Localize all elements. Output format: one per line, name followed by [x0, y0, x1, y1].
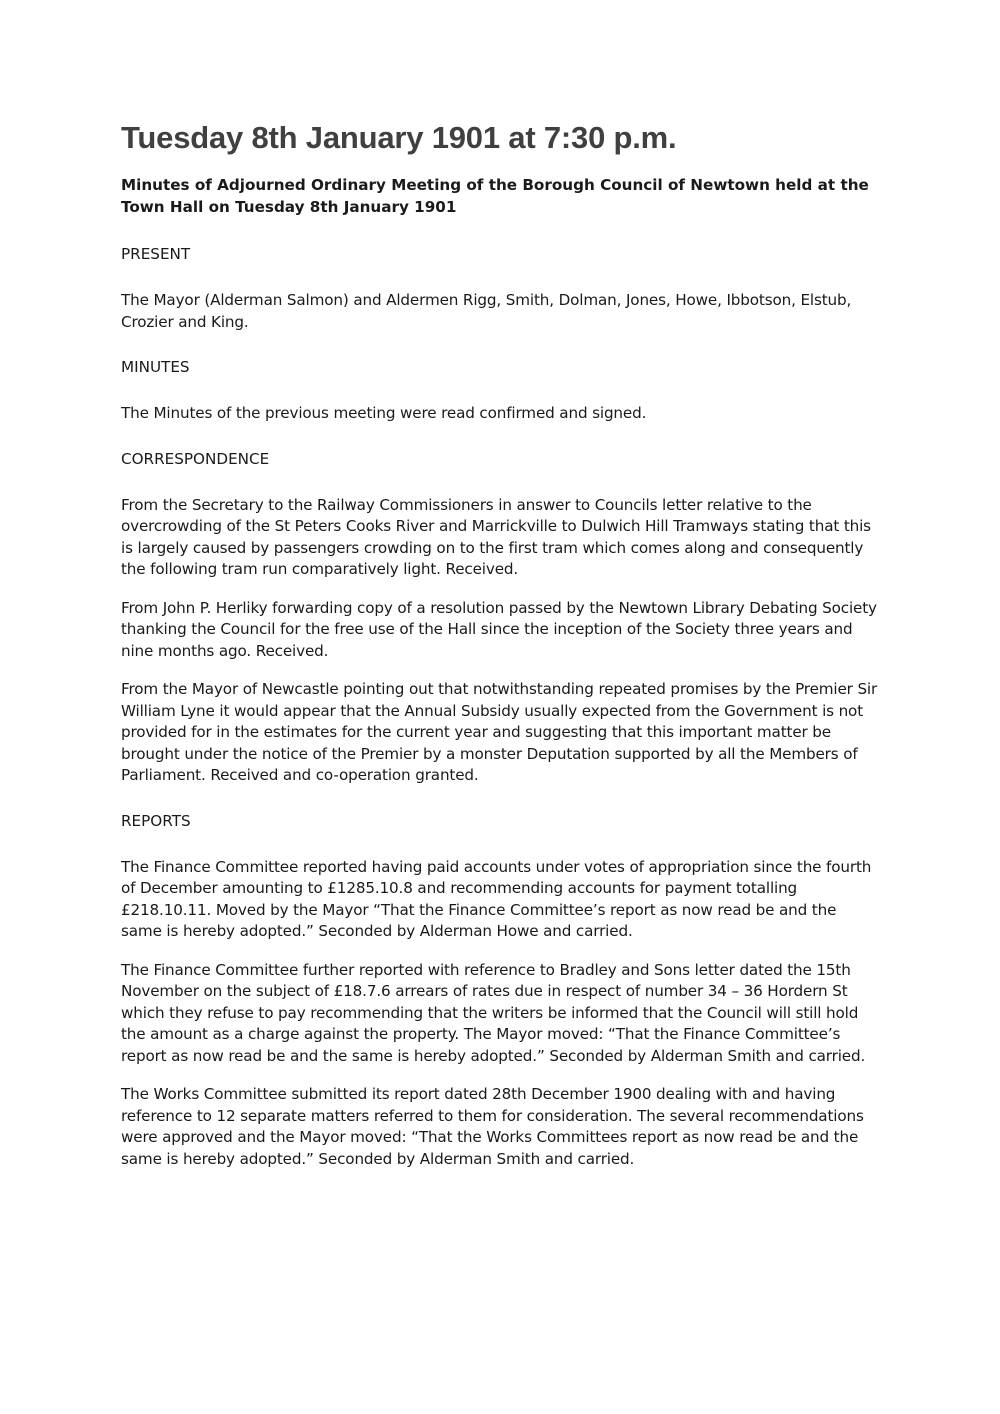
page-title: Tuesday 8th January 1901 at 7:30 p.m. [121, 120, 677, 155]
section-heading-reports: REPORTS [121, 811, 191, 830]
section-heading-present: PRESENT [121, 245, 191, 263]
section-heading-minutes: MINUTES [121, 358, 190, 376]
meeting-subtitle: Minutes of Adjourned Ordinary Meeting of the Borough Council of Newtown held at the Town Hall on Tuesday 8th January 1901 [121, 176, 869, 216]
reports-paragraph-1: The Finance Committee reported having paid accounts under votes of appropriation since the fourth of December amounting to £1285.10.8 and recommending accounts for payment totalling £218.10.11. Moved by the Mayor “That the Finance Committee’s report as now read be and the same is hereby adopted.” Seconded by Alderman Howe and carried. [121, 857, 872, 940]
correspondence-paragraph-3: From the Mayor of Newcastle pointing out that notwithstanding repeated promises by the Premier Sir William Lyne it would appear that the Annual Subsidy usually expected from the Government is not provided for in the estimates for the current year and suggesting that this important matter be brought under the notice of the Premier by a monster Deputation supported by all the Members of Parliament. Received and co-operation granted. [121, 680, 878, 784]
correspondence-paragraph-2: From John P. Herliky forwarding copy of a resolution passed by the Newtown Library Debating Society thanking the Council for the free use of the Hall since the inception of the Society three years and nine months ago. Received. [121, 598, 877, 660]
present-paragraph: The Mayor (Alderman Salmon) and Aldermen Rigg, Smith, Dolman, Jones, Howe, Ibbotson, Elstub, Crozier and King. [121, 291, 852, 331]
document-page [121, 118, 881, 1187]
minutes-paragraph: The Minutes of the previous meeting were read confirmed and signed. [121, 404, 647, 422]
reports-paragraph-3: The Works Committee submitted its report dated 28th December 1900 dealing with and having reference to 12 separate matters referred to them for consideration. The several recommendations were approved and the Mayor moved: “That the Works Committees report as now read be and the same is hereby adopted.” Seconded by Alderman Smith and carried. [121, 1085, 864, 1168]
reports-paragraph-2: The Finance Committee further reported with reference to Bradley and Sons letter dated the 15th November on the subject of £18.7.6 arrears of rates due in respect of number 34 – 36 Hordern St which they refuse to pay recommending that the writers be informed that the Council will still hold the amount as a charge against the property. The Mayor moved: “That the Finance Committee’s report as now read be and the same is hereby adopted.” Seconded by Alderman Smith and carried. [121, 960, 866, 1065]
section-heading-correspondence: CORRESPONDENCE [121, 449, 270, 468]
correspondence-paragraph-1: From the Secretary to the Railway Commissioners in answer to Councils letter relative to the overcrowding of the St Peters Cooks River and Marrickville to Dulwich Hill Tramways stating that this is largely caused by passengers crowding on to the first tram which comes along and consequently the following tram run comparatively light. Received. [121, 495, 871, 578]
